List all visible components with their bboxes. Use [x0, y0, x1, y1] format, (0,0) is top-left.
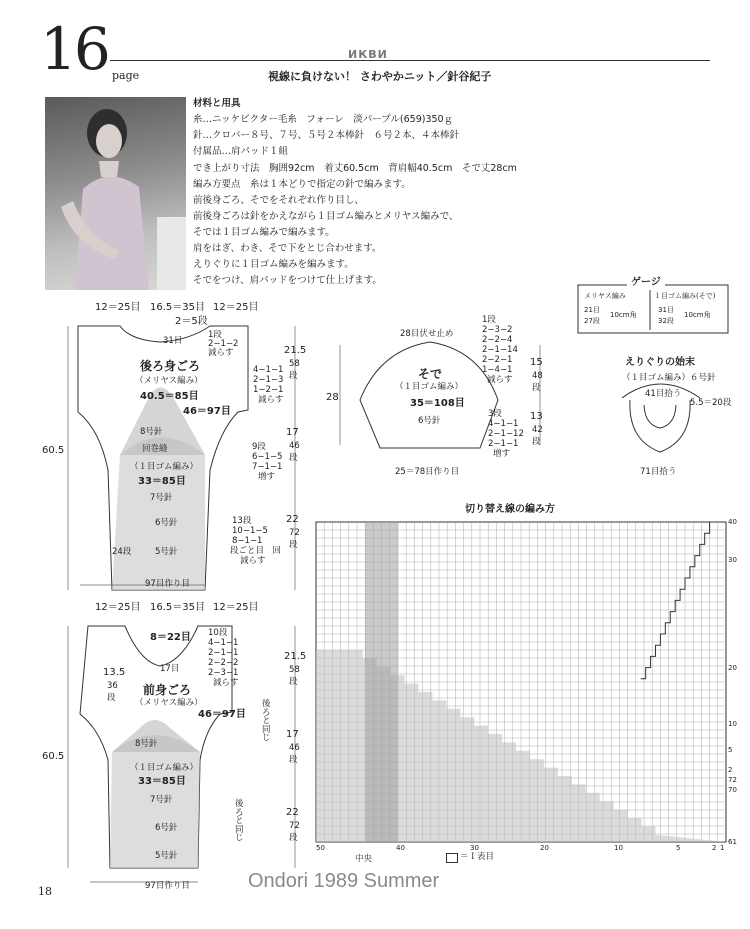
chart-x-tick: 2	[712, 844, 717, 852]
chart-y-tick: 5	[728, 746, 733, 754]
back-bottom-rule: 段ごと目 回	[230, 546, 282, 556]
back-left-rows: 24段	[112, 547, 132, 557]
sleeve-cast-on: 25＝78目作り目	[395, 467, 460, 477]
sleeve-bottom-rule: 3段	[488, 409, 502, 419]
front-neck-unit: 段	[107, 693, 116, 703]
front-h3-rows: 72	[289, 821, 300, 831]
back-rib-b: （１目ゴム編み）	[130, 462, 199, 472]
materials-line: でき上がり寸法 胸囲92cm 着丈60.5cm 背肩幅40.5cm そで丈28cm	[193, 163, 517, 174]
back-subtitle: （メリヤス編み）	[135, 376, 203, 386]
chart-y-tick: 61	[728, 838, 737, 846]
back-inc-rule: 9段	[252, 442, 266, 452]
back-total-height: 60.5	[42, 445, 65, 456]
back-neck-rule: 1段	[208, 330, 222, 340]
gauge-col1-stitches: 21目	[584, 306, 600, 314]
front-neck-height: 13.5	[103, 667, 126, 678]
front-needle-5: 5号針	[155, 851, 178, 861]
back-top-dim: 12＝25目	[213, 302, 259, 313]
front-h1-unit: 段	[289, 677, 298, 687]
front-h3-unit: 段	[289, 833, 298, 843]
front-subtitle: （メリヤス編み）	[135, 698, 203, 708]
page-word: page	[112, 69, 140, 82]
chart-y-tick: 72	[728, 776, 737, 784]
chart-x-tick: 1	[720, 844, 725, 852]
back-cast-on: 97目作り目	[145, 579, 190, 589]
front-rib-width: 33＝85目	[138, 776, 186, 787]
back-top-dim: 16.5＝35目	[150, 302, 205, 313]
sleeve-top-bindoff: 28目伏せ止め	[400, 329, 454, 339]
front-title: 前身ごろ	[143, 683, 192, 697]
chart-legend-swatch	[446, 853, 458, 863]
materials-line: 肩をはぎ、わき、そで下をとじ合わせます。	[193, 243, 382, 254]
materials-line: 糸…ニッケビクター毛糸 フォーレ 淡パープル(659)350ｇ	[193, 114, 454, 125]
front-neck-rule: 4−1−1	[208, 638, 239, 648]
top-watermark: ИКВИ	[348, 48, 388, 61]
materials-line: えりぐりに１目ゴム編みを編みます。	[193, 259, 354, 270]
sleeve-h2-rows: 42	[532, 425, 543, 435]
front-neck-width: 8＝22目	[150, 632, 191, 643]
back-inc-rule: 6−1−5	[252, 452, 283, 462]
collar-top-pickup: 41目拾う	[645, 389, 682, 399]
front-h2-rows: 46	[289, 743, 300, 753]
materials-line: 針…クロバー８号、７号、５号２本棒針 ６号２本、４本棒針	[193, 130, 460, 141]
back-h3-unit: 段	[289, 540, 298, 550]
front-neck-rows: 36	[107, 681, 118, 691]
chart-x-tick: 30	[470, 844, 479, 852]
back-h1: 21.5	[284, 345, 307, 356]
back-dec-rule: 2−1−3	[253, 375, 284, 385]
materials-line: 付属品…肩パッド１組	[193, 146, 289, 157]
back-chest: 46＝97目	[183, 406, 231, 417]
front-needle-6: 6号針	[155, 823, 178, 833]
sleeve-subtitle: （１目ゴム編み）	[395, 382, 464, 392]
back-needle-6: 6号針	[155, 518, 178, 528]
front-top-dim: 12＝25目	[213, 602, 259, 613]
back-h3-rows: 72	[289, 528, 300, 538]
front-h1: 21.5	[284, 651, 307, 662]
back-neck-depth: 2＝5段	[175, 316, 208, 327]
sleeve-h2: 13	[530, 411, 543, 422]
front-chest: 46＝97目	[198, 709, 246, 720]
back-neck-rule: 2−1−2	[208, 339, 239, 349]
materials-line: そでは１目ゴム編みで編みます。	[193, 227, 335, 238]
gauge-title: ゲージ	[627, 278, 665, 288]
gauge-col2-stitches: 31目	[658, 306, 674, 314]
chart-y-tick: 30	[728, 556, 737, 564]
sleeve-title: そで	[418, 367, 443, 381]
sleeve-top-rule: 減らす	[487, 375, 513, 385]
materials-line: 前後身ごろは針をかえながら１目ゴム編みとメリヤス編みで、	[193, 211, 459, 222]
front-h1-rows: 58	[289, 665, 300, 675]
sleeve-top-rule: 2−3−2	[482, 325, 513, 335]
collar-side-rows: 5.5＝20段	[690, 398, 732, 408]
front-h2: 17	[286, 729, 299, 740]
front-top-dim: 12＝25目	[95, 602, 141, 613]
collar-title: えりぐりの始末	[625, 357, 695, 368]
chart-y-tick: 10	[728, 720, 737, 728]
front-same-note: 後ろと同じ	[262, 699, 271, 743]
front-rib-b: （１目ゴム編み）	[130, 763, 199, 773]
back-dec-rule: 1−2−1	[253, 385, 284, 395]
back-neck-rule: 減らす	[208, 348, 234, 358]
materials-line: 前後身ごろ、そでをそれぞれ作り目し、	[193, 195, 365, 206]
materials-line: 編み方要点 糸は１本どりで指定の針で編みます。	[193, 179, 411, 190]
gauge-unit: 10cm角	[610, 311, 637, 319]
sleeve-needle: 6号針	[418, 416, 441, 426]
chart-legend: ＝Ｉ表目	[460, 852, 495, 862]
sleeve-bottom-rule: 4−1−1	[488, 419, 519, 429]
back-bottom-rule: 10−1−5	[232, 526, 268, 536]
sleeve-top-rule: 2−2−4	[482, 335, 513, 345]
chart-title: 切り替え線の編み方	[465, 504, 555, 515]
back-dec-rule: 減らす	[258, 395, 284, 405]
front-same-note: 後ろと同じ	[235, 799, 244, 843]
chart-x-tick: 10	[614, 844, 623, 852]
collar-bottom-pickup: 71目拾う	[640, 467, 677, 477]
chart-y-tick: 20	[728, 664, 737, 672]
front-top-dim: 16.5＝35目	[150, 602, 205, 613]
folio: 18	[38, 885, 52, 898]
chart-x-tick: 50	[316, 844, 325, 852]
sleeve-h1-rows: 48	[532, 371, 543, 381]
front-neck-rule: 2−2−2	[208, 658, 239, 668]
sleeve-width: 35＝108目	[410, 398, 465, 409]
chart-center-band	[365, 522, 398, 842]
gauge-col1: メリヤス編み	[584, 292, 626, 300]
article-subtitle: 視線に負けない！ さわやかニット／針谷紀子	[268, 70, 492, 83]
back-inc-rule: 増す	[258, 472, 276, 482]
gauge-col2-rows: 32段	[658, 317, 674, 325]
front-h2-unit: 段	[289, 755, 298, 765]
back-h1-rows: 58	[289, 359, 300, 369]
sleeve-bottom-rule: 2−1−12	[488, 429, 524, 439]
page-number: 16	[40, 15, 108, 83]
chart-center: 中央	[355, 854, 373, 864]
back-bottom-rule: 減らす	[240, 556, 266, 566]
back-h2-unit: 段	[289, 453, 298, 463]
back-bottom-rule: 13段	[232, 516, 252, 526]
back-top-dim: 12＝25目	[95, 302, 141, 313]
back-rib-a: 回巻縫	[142, 444, 168, 454]
back-dec-rule: 4−1−1	[253, 365, 284, 375]
front-neck-rule: 2−1−1	[208, 648, 239, 658]
sleeve-h2-unit: 段	[532, 437, 541, 447]
chart-y-tick: 70	[728, 786, 737, 794]
front-neck-rule: 減らす	[213, 678, 239, 688]
back-h2-rows: 46	[289, 441, 300, 451]
front-needle-8: 8号針	[135, 739, 158, 749]
bottom-watermark: Ondori 1989 Summer	[248, 870, 440, 892]
back-inc-rule: 7−1−1	[252, 462, 283, 472]
chart-x-tick: 40	[396, 844, 405, 852]
sleeve-h1: 15	[530, 357, 543, 368]
back-bottom-rule: 8−1−1	[232, 536, 263, 546]
sleeve-top-rule: 2−2−1	[482, 355, 513, 365]
back-rib-width: 33＝85目	[138, 476, 186, 487]
back-title: 後ろ身ごろ	[140, 359, 201, 373]
front-h3: 22	[286, 807, 299, 818]
chart-x-tick: 5	[676, 844, 681, 852]
gauge-col2: １目ゴム編み(そで)	[654, 292, 716, 300]
sleeve-top-rule: 1段	[482, 315, 496, 325]
chart-edge-line	[641, 522, 710, 679]
back-h3: 22	[286, 514, 299, 525]
front-neck-center: 17目	[160, 664, 180, 674]
sleeve-bottom-rule: 2−1−1	[488, 439, 519, 449]
sleeve-height: 28	[326, 392, 339, 403]
front-neck-rule: 2−3−1	[208, 668, 239, 678]
back-needle-5: 5号針	[155, 547, 178, 557]
back-neck-left: 31目	[163, 336, 183, 346]
sleeve-top-rule: 2−1−14	[482, 345, 518, 355]
front-neck-rule: 10段	[208, 628, 228, 638]
back-width: 40.5＝85目	[140, 391, 199, 402]
chart-y-tick: 40	[728, 518, 737, 526]
front-total-height: 60.5	[42, 751, 65, 762]
back-h2: 17	[286, 427, 299, 438]
chart-x-tick: 20	[540, 844, 549, 852]
collar-subtitle: （１目ゴム編み）６号針	[622, 373, 716, 383]
back-needle-7: 7号針	[150, 493, 173, 503]
sleeve-h1-unit: 段	[532, 383, 541, 393]
back-needle-8: 8号針	[140, 427, 163, 437]
back-h1-unit: 段	[289, 371, 298, 381]
front-needle-7: 7号針	[150, 795, 173, 805]
sleeve-bottom-rule: 増す	[493, 449, 511, 459]
gauge-unit: 10cm角	[684, 311, 711, 319]
gauge-col1-rows: 27段	[584, 317, 600, 325]
front-cast-on: 97目作り目	[145, 881, 190, 891]
chart-y-tick: 2	[728, 766, 733, 774]
sleeve-top-rule: 1−4−1	[482, 365, 513, 375]
materials-heading: 材料と用具	[193, 98, 241, 109]
materials-line: そでをつけ、肩パッドをつけて仕上げます。	[193, 275, 382, 286]
